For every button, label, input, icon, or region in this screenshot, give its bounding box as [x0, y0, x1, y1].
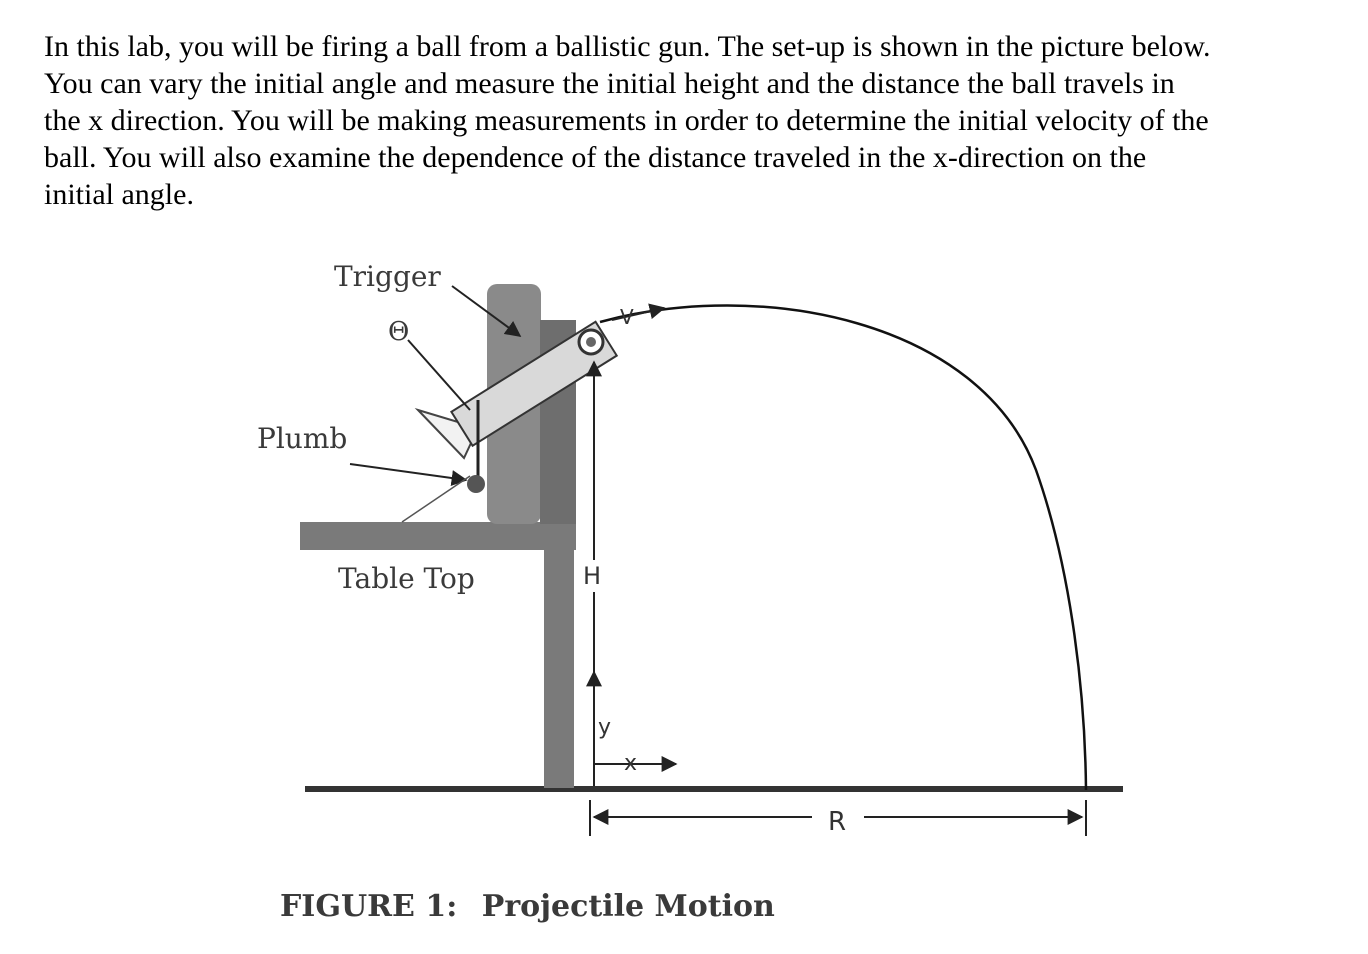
plumb-bob	[467, 475, 485, 493]
label-table-top: Table Top	[338, 562, 475, 595]
intro-line-4: ball. You will also examine the dependence of the distance traveled in the x-direction on the	[44, 141, 1147, 174]
floor-line	[305, 786, 1123, 792]
label-plumb: Plumb	[257, 422, 348, 455]
intro-line-1: In this lab, you will be firing a ball from a ballistic gun. The set-up is shown in the picture below.	[44, 30, 1211, 63]
label-velocity: V	[620, 305, 634, 329]
label-x-axis: x	[624, 751, 638, 776]
theta-pointer	[408, 340, 470, 410]
figure-caption	[280, 889, 775, 924]
label-range: R	[828, 807, 847, 837]
intro-line-5: initial angle.	[44, 178, 194, 211]
caption-title: Projectile Motion	[481, 889, 775, 924]
intro-line-3: the x direction. You will be making measurements in order to determine the initial velocity of the	[44, 104, 1209, 137]
table-top	[300, 522, 576, 550]
label-y-axis: y	[598, 715, 612, 740]
plumb-pointer	[350, 464, 466, 480]
table-top-pointer	[402, 476, 470, 522]
label-theta: Θ	[388, 317, 410, 347]
table-leg	[544, 550, 574, 788]
label-height: H	[583, 562, 602, 590]
ball-muzzle-inner	[586, 337, 596, 347]
label-trigger: Trigger	[334, 260, 441, 293]
caption-number: FIGURE 1:	[280, 889, 458, 924]
intro-line-2: You can vary the initial angle and measure the initial height and the distance the ball travels in	[44, 67, 1175, 100]
trajectory-curve	[600, 305, 1086, 790]
